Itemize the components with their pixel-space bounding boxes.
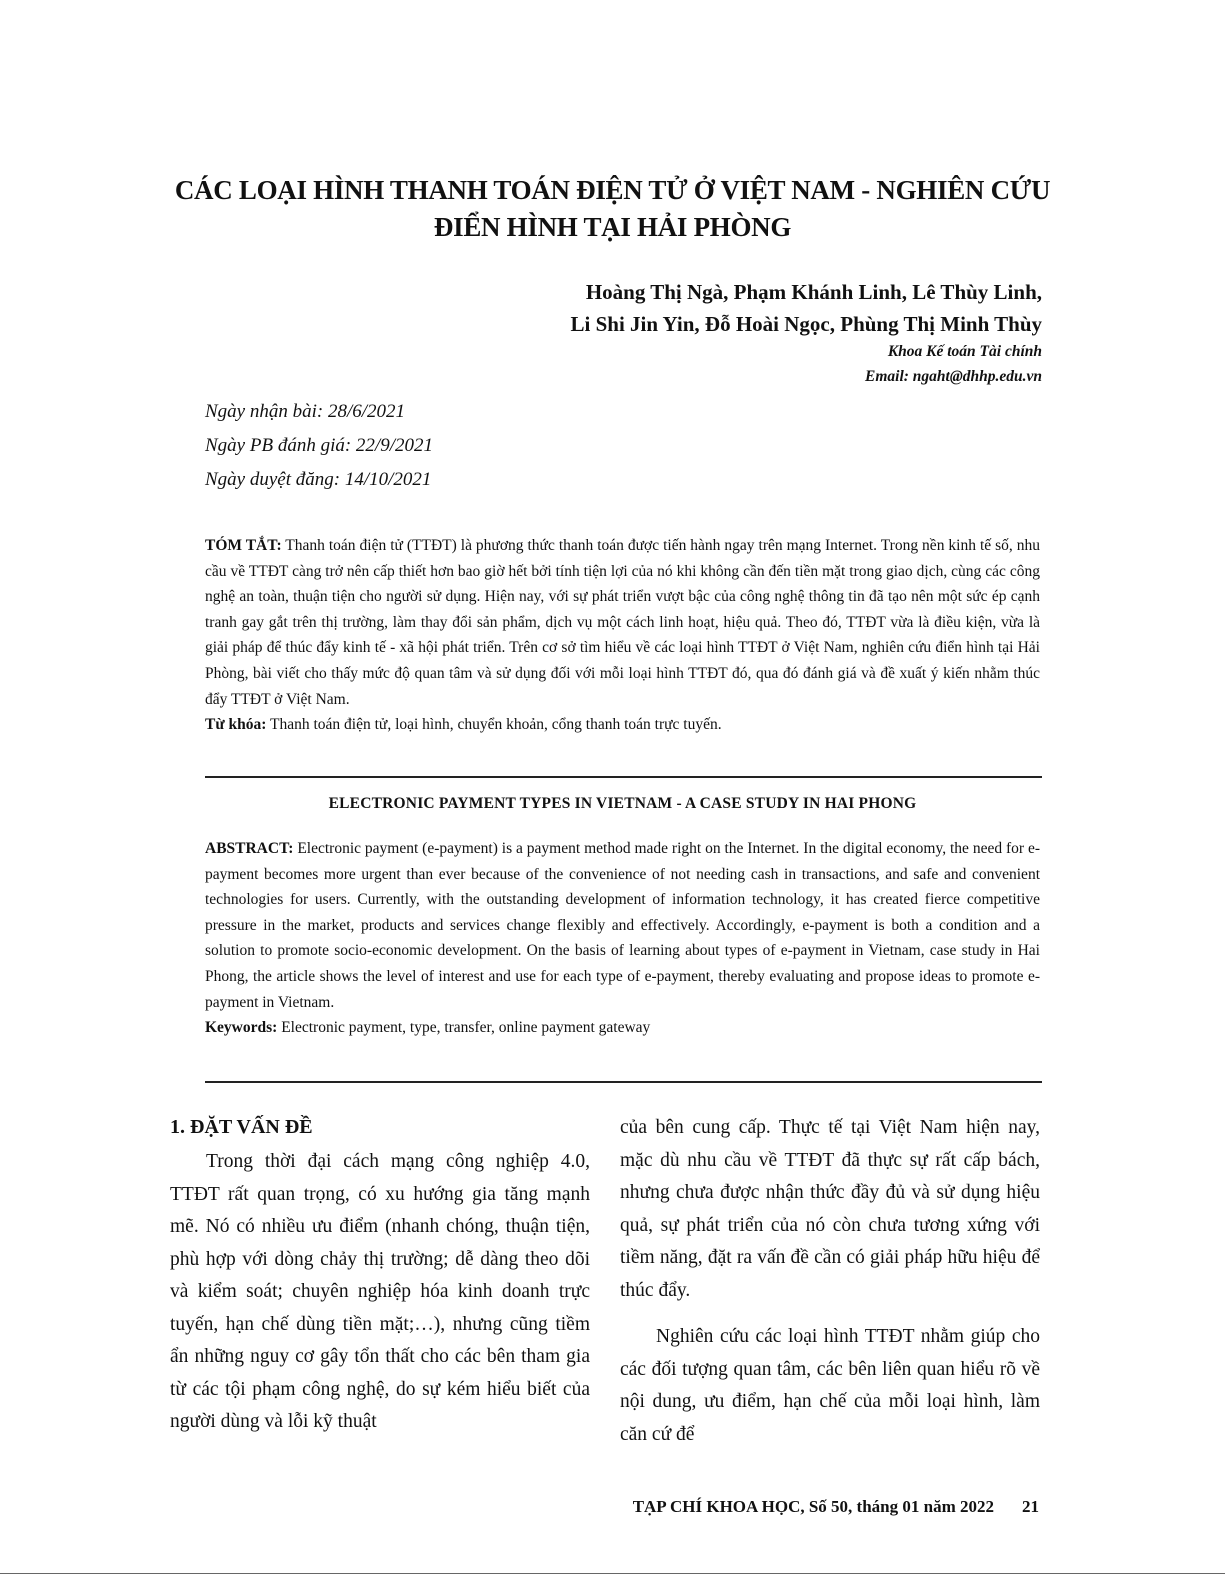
body-paragraph: Trong thời đại cách mạng công nghiệp 4.0, TTĐT rất quan trọng, có xu hướng gia tăng mạnh mẽ. Nó có nhiều ưu điểm (nhanh chóng, thuận tiện, phù hợp với dòng chảy thị trường; dễ dàng theo dõi và kiểm soát; chuyên nghiệp hóa kinh doanh trực tuyến, hạn chế dùng tiền mặt;…), nhưng cũng tiềm ẩn những nguy cơ gây tổn thất cho các bên tham gia từ các tội phạm công nghệ, do sự kém hiểu biết của người dùng và lỗi kỹ thuật bbox=[170, 1151, 590, 1432]
article-dates bbox=[205, 395, 705, 497]
page-number: 21 bbox=[1022, 1497, 1039, 1516]
department: Khoa Kế toán Tài chính bbox=[887, 343, 1042, 360]
en-keywords-text: Electronic payment, type, transfer, online payment gateway bbox=[277, 1019, 651, 1037]
vn-keywords-label: Từ khóa: bbox=[205, 716, 267, 734]
page-edge-line bbox=[0, 1573, 1225, 1574]
journal-citation: TẠP CHÍ KHOA HỌC, Số 50, tháng 01 năm 2022 bbox=[632, 1497, 994, 1516]
vn-keywords-text: Thanh toán điện tử, loại hình, chuyển khoản, cổng thanh toán trực tuyến. bbox=[266, 716, 722, 734]
en-keywords-label: Keywords: bbox=[205, 1019, 278, 1037]
body-paragraph: Nghiên cứu các loại hình TTĐT nhằm giúp cho các đối tượng quan tâm, các bên liên quan hiểu rõ về nội dung, ưu điểm, hạn chế của mỗi loại hình, làm căn cứ để bbox=[620, 1326, 1040, 1445]
body-column-left bbox=[170, 1112, 590, 1439]
author-list bbox=[342, 276, 1042, 340]
authors-line-2: Li Shi Jin Yin, Đỗ Hoài Ngọc, Phùng Thị Minh Thùy bbox=[570, 312, 1042, 336]
divider-rule bbox=[205, 1081, 1042, 1083]
divider-rule bbox=[205, 776, 1042, 778]
vn-abstract-text: Thanh toán điện tử (TTĐT) là phương thức thanh toán được tiến hành ngay trên mạng Internet. Trong nền kinh tế số, nhu cầu về TTĐT càng trở nên cấp thiết hơn bao giờ hết bởi tính tiện lợi của nó khi không cần đến tiền mặt trong giao dịch, cùng các công nghệ an toàn, thuận tiện cho người sử dụng. Hiện nay, với sự phát triển vượt bậc của công nghệ thông tin đã tạo nên một sức ép cạnh tranh gay gắt trên thị trường, làm thay đổi sản phẩm, dịch vụ một cách linh hoạt, hiệu quả. Theo đó, TTĐT vừa là điều kiện, vừa là giải pháp để thúc đẩy kinh tế - xã hội phát triển. Trên cơ sở tìm hiểu về các loại hình TTĐT ở Việt Nam, nghiên cứu điển hình tại Hải Phòng, bài viết cho thấy mức độ quan tâm và sử dụng đối với mỗi loại hình TTĐT đó, qua đó đánh giá và đề xuất ý kiến nhằm thúc đẩy TTĐT ở Việt Nam. bbox=[205, 537, 1040, 708]
section-heading: 1. ĐẶT VẤN ĐỀ bbox=[170, 1116, 313, 1138]
date-accepted: Ngày duyệt đăng: 14/10/2021 bbox=[205, 469, 432, 490]
affiliation bbox=[442, 339, 1042, 389]
date-reviewed: Ngày PB đánh giá: 22/9/2021 bbox=[205, 435, 433, 456]
vietnamese-abstract bbox=[205, 533, 1040, 737]
paper-title bbox=[170, 172, 1055, 246]
page-footer bbox=[633, 1497, 1039, 1517]
en-keywords bbox=[205, 1015, 1040, 1040]
body-paragraph: của bên cung cấp. Thực tế tại Việt Nam hiện nay, mặc dù nhu cầu về TTĐT đã thực sự rất cấp bách, nhưng chưa được nhận thức đầy đủ và sử dụng hiệu quả, sự phát triển của nó còn chưa tương xứng với tiềm năng, đặt ra vấn đề cần có giải pháp hữu hiệu để thúc đẩy. bbox=[620, 1117, 1040, 1301]
email: Email: ngaht@dhhp.edu.vn bbox=[865, 368, 1042, 385]
vn-abstract-label: TÓM TẮT: bbox=[205, 537, 282, 554]
vn-abstract-body bbox=[205, 533, 1040, 712]
body-column-right bbox=[620, 1112, 1040, 1451]
authors-line-1: Hoàng Thị Ngà, Phạm Khánh Linh, Lê Thùy Linh, bbox=[585, 280, 1042, 304]
title-line-2: ĐIỂN HÌNH TẠI HẢI PHÒNG bbox=[433, 212, 792, 242]
en-abstract-label: ABSTRACT: bbox=[205, 840, 294, 857]
english-title: ELECTRONIC PAYMENT TYPES IN VIETNAM - A CASE STUDY IN HAI PHONG bbox=[328, 795, 917, 812]
en-abstract-body bbox=[205, 836, 1040, 1015]
en-abstract-text: Electronic payment (e-payment) is a payment method made right on the Internet. In the digital economy, the need for e-payment becomes more urgent than ever because of the convenience of not needing cash in transactions, and safe and convenient technologies for users. Currently, with the outstanding development of information technology, it has created fierce competitive pressure in the market, products and services change flexibly and effectively. Accordingly, e-payment is both a condition and a solution to promote socio-economic development. On the basis of learning about types of e-payment in Vietnam, case study in Hai Phong, the article shows the level of interest and use for each type of e-payment, thereby evaluating and propose ideas to promote e-payment in Vietnam. bbox=[205, 840, 1040, 1011]
date-received: Ngày nhận bài: 28/6/2021 bbox=[205, 401, 406, 422]
title-line-1: CÁC LOẠI HÌNH THANH TOÁN ĐIỆN TỬ Ở VIỆT NAM - NGHIÊN CỨU bbox=[174, 175, 1051, 205]
vn-keywords bbox=[205, 712, 1040, 737]
english-abstract bbox=[205, 836, 1040, 1040]
